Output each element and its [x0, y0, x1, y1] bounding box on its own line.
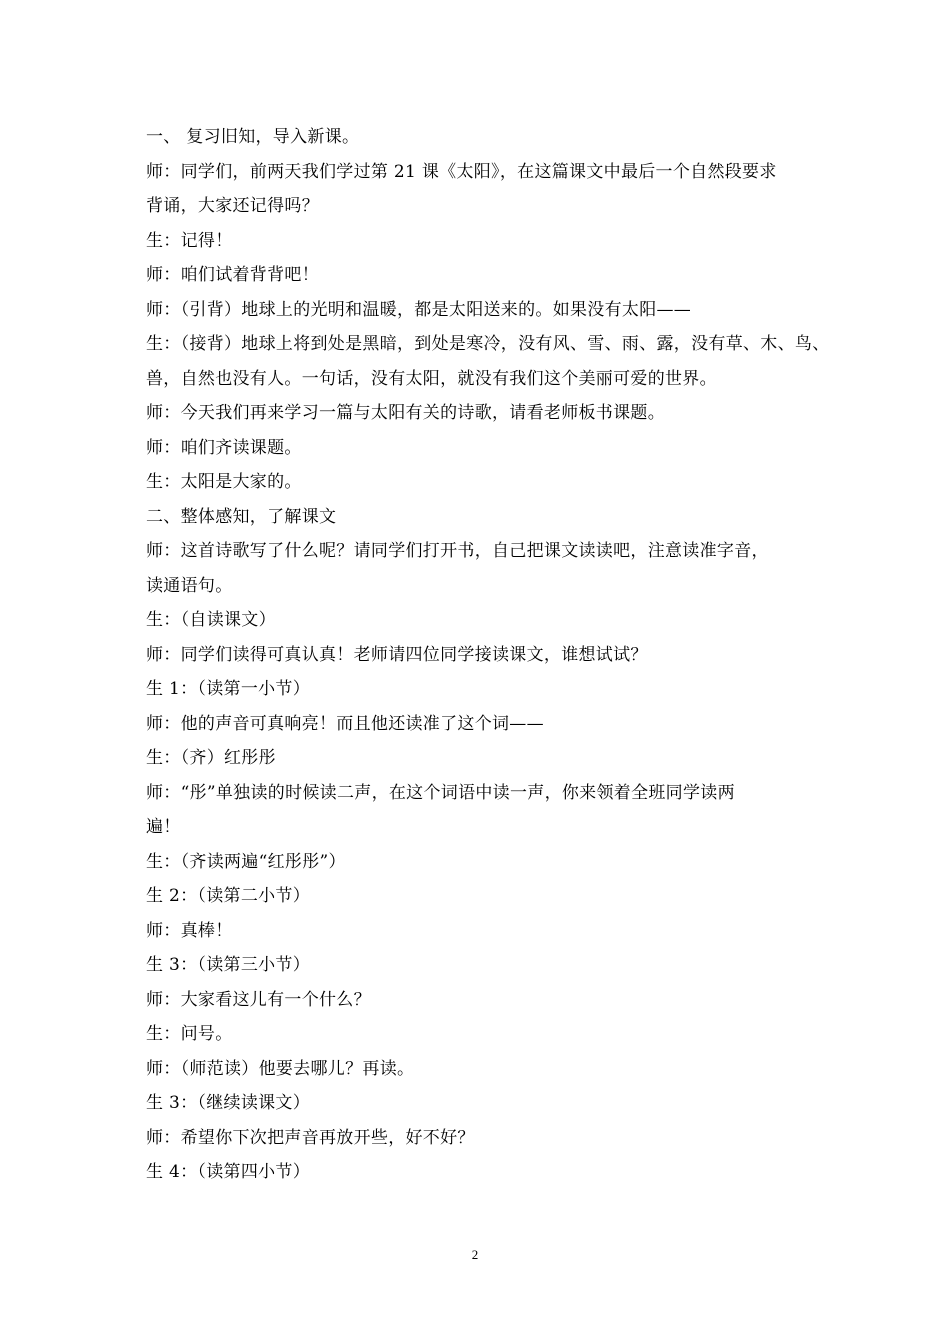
dialogue-line: 生 3：（继续读课文） — [146, 1093, 311, 1113]
section-heading: 二、整体感知，了解课文 — [146, 506, 337, 527]
dialogue-line: 生：问号。 — [146, 1024, 233, 1044]
dialogue-line: 师：同学们，前两天我们学过第 21 课《太阳》，在这篇课文中最后一个自然段要求 — [146, 161, 777, 182]
dialogue-line: 师：（师范读）他要去哪儿？再读。 — [146, 1058, 415, 1079]
dialogue-line: 师：这首诗歌写了什么呢？请同学们打开书，自己把课文读读吧，注意读准字音， — [146, 541, 769, 561]
dialogue-line: 师：（引背）地球上的光明和温暖，都是太阳送来的。如果没有太阳—— — [146, 299, 692, 320]
dialogue-line: 遍！ — [146, 817, 181, 837]
dialogue-line: 生 4：（读第四小节） — [146, 1162, 311, 1182]
dialogue-line: 师：真棒！ — [146, 920, 233, 941]
dialogue-line: 生 3：（读第三小节） — [146, 955, 311, 975]
dialogue-line: 生 1：（读第一小节） — [146, 679, 311, 699]
section-heading: 一、 复习旧知，导入新课。 — [146, 127, 360, 147]
dialogue-line: 兽，自然也没有人。一句话，没有太阳，就没有我们这个美丽可爱的世界。 — [146, 368, 717, 389]
dialogue-line: 师：咱们齐读课题。 — [146, 437, 302, 458]
dialogue-line: 生：（接背）地球上将到处是黑暗，到处是寒冷，没有风、雪、雨、露，没有草、木、鸟、 — [146, 334, 830, 354]
page-number: 2 — [471, 1247, 479, 1262]
dialogue-line: 生 2：（读第二小节） — [146, 886, 311, 906]
dialogue-line: 生：（自读课文） — [146, 610, 276, 630]
dialogue-line: 师：他的声音可真响亮！而且他还读准了这个词—— — [146, 713, 544, 734]
dialogue-line: 背诵，大家还记得吗？ — [146, 196, 319, 216]
dialogue-line: 读通语句。 — [146, 575, 233, 596]
dialogue-line: 师：咱们试着背背吧！ — [146, 265, 319, 285]
dialogue-line: 生：（齐读两遍“红彤彤”） — [146, 851, 346, 872]
dialogue-line: 师：同学们读得可真认真！老师请四位同学接读课文，谁想试试？ — [146, 644, 648, 665]
dialogue-line: 师：大家看这儿有一个什么？ — [146, 989, 371, 1010]
page-body — [146, 120, 830, 1190]
dialogue-line: 师：“彤”单独读的时候读二声，在这个词语中读一声，你来领着全班同学读两 — [146, 782, 735, 803]
dialogue-line: 生：（齐）红彤彤 — [146, 748, 276, 768]
dialogue-line: 师：希望你下次把声音再放开些，好不好？ — [146, 1127, 475, 1148]
dialogue-line: 生：记得！ — [146, 230, 233, 251]
dialogue-line: 师：今天我们再来学习一篇与太阳有关的诗歌，请看老师板书课题。 — [146, 403, 665, 423]
dialogue-line: 生：太阳是大家的。 — [146, 472, 302, 492]
